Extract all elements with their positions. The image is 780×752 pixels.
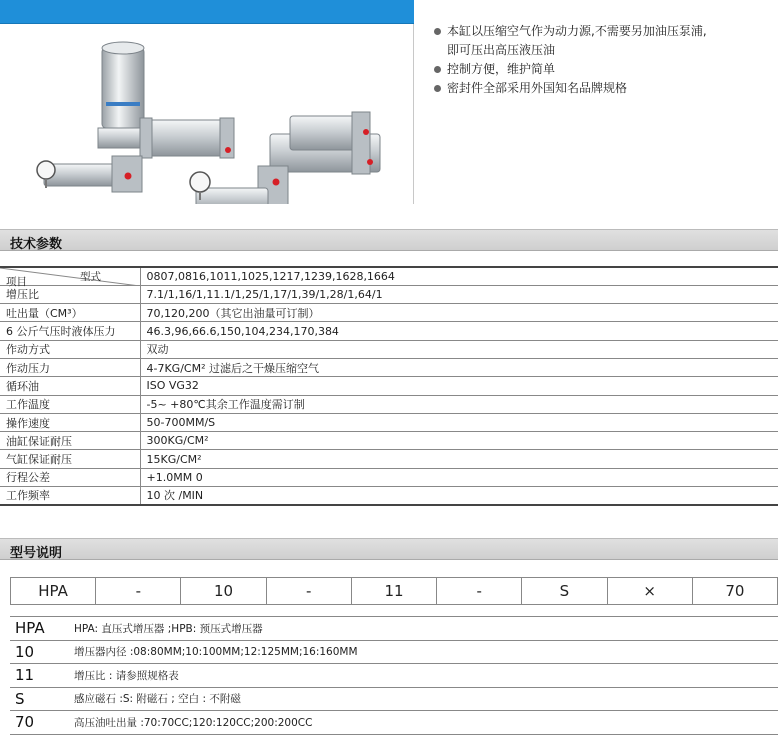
feature-text: 本缸以压缩空气作为动力源,不需要另加油压泵浦, (447, 24, 707, 38)
spec-value: 46.3,96,66.6,150,104,234,170,384 (140, 322, 778, 340)
spec-label: 操作速度 (0, 413, 140, 431)
description-text: 增压器内径 :08:80MM;10:100MM;12:125MM;16:160MM (74, 646, 358, 659)
spec-row (0, 487, 778, 505)
spec-value: 70,120,200（其它出油量可订制） (140, 304, 778, 322)
model-code-separator: × (608, 578, 693, 604)
feature-item (434, 60, 774, 78)
model-section-header (0, 538, 778, 560)
spec-row (0, 413, 778, 431)
spec-value: 4-7KG/CM² 过滤后之干燥压缩空气 (140, 358, 778, 376)
description-key: 70 (15, 713, 35, 732)
spec-value: ISO VG32 (140, 377, 778, 395)
spec-row (0, 285, 778, 303)
spec-value: 300KG/CM² (140, 432, 778, 450)
model-code-cell: 10 (181, 578, 266, 604)
spec-label: 工作频率 (0, 487, 140, 505)
spec-value: 双动 (140, 340, 778, 358)
spec-value: 50-700MM/S (140, 413, 778, 431)
description-text: 高压油吐出量 :70:70CC;120:120CC;200:200CC (74, 716, 313, 729)
spec-header-value: 0807,0816,1011,1025,1217,1239,1628,1664 (140, 267, 778, 285)
spec-value: +1.0MM 0 (140, 468, 778, 486)
model-description-row (10, 688, 778, 712)
model-code-cell: HPA (11, 578, 96, 604)
description-key: 11 (15, 666, 35, 685)
feature-text: 密封件全部采用外国知名品牌规格 (447, 81, 628, 95)
model-code-cell: 70 (725, 582, 745, 600)
spec-header-row (0, 267, 778, 285)
corner-label-type: 型式 (80, 271, 101, 283)
spec-label: 吐出量（CM³） (0, 304, 140, 322)
spec-value: 10 次 /MIN (140, 487, 778, 505)
feature-item-continuation (434, 41, 774, 59)
spec-label: 作动压力 (0, 358, 140, 376)
model-description-row (10, 664, 778, 688)
spec-row (0, 377, 778, 395)
description-key: 10 (15, 642, 35, 661)
model-description-list (10, 616, 778, 735)
spec-label: 循环油 (0, 377, 140, 395)
bullet-icon (434, 28, 441, 35)
description-text: 感应磁石 :S: 附磁石 ; 空白 : 不附磁 (74, 693, 241, 706)
spec-row (0, 304, 778, 322)
spec-row (0, 322, 778, 340)
spec-value: 7.1/1,16/1,11.1/1,25/1,17/1,39/1,28/1,64/1 (140, 285, 778, 303)
spec-label: 作动方式 (0, 340, 140, 358)
corner-label-item: 项目 (6, 276, 27, 288)
spec-section-header (0, 229, 778, 251)
spec-label: 油缸保证耐压 (0, 432, 140, 450)
model-description-row (10, 617, 778, 641)
section-title: 技术参数 (10, 237, 63, 252)
model-code-separator: - (267, 578, 352, 604)
model-code-separator: - (437, 578, 522, 604)
product-photo (0, 24, 414, 204)
feature-item (434, 79, 774, 97)
spec-row (0, 340, 778, 358)
spec-label: 行程公差 (0, 468, 140, 486)
spec-value: -5~ +80℃其余工作温度需订制 (140, 395, 778, 413)
model-code-cell: S (522, 578, 607, 604)
model-code-row (10, 577, 778, 605)
spec-row (0, 468, 778, 486)
spec-label: 增压比 (0, 285, 140, 303)
feature-text: 即可压出高压液压油 (447, 43, 556, 57)
spec-label: 6 公斤气压时液体压力 (0, 322, 140, 340)
spec-label: 气缸保证耐压 (0, 450, 140, 468)
bullet-icon (434, 66, 441, 73)
spec-table (0, 266, 778, 506)
spec-row (0, 432, 778, 450)
description-key: S (15, 689, 25, 708)
spec-row (0, 450, 778, 468)
spec-row (0, 395, 778, 413)
description-text: 增压比 : 请参照规格表 (74, 669, 179, 682)
spec-row (0, 358, 778, 376)
bullet-icon (434, 85, 441, 92)
description-text: HPA: 直压式增压器 ;HPB: 预压式增压器 (74, 622, 263, 635)
spec-value: 15KG/CM² (140, 450, 778, 468)
spec-header-corner (0, 267, 140, 288)
spec-label: 工作温度 (0, 395, 140, 413)
feature-list (434, 22, 774, 98)
model-description-row (10, 711, 778, 735)
feature-item (434, 22, 774, 40)
header-accent-bar (0, 0, 414, 24)
description-key: HPA (15, 619, 45, 638)
model-code-cell: 11 (352, 578, 437, 604)
feature-text: 控制方便，维护简单 (447, 62, 556, 76)
model-description-row (10, 641, 778, 665)
section-title: 型号说明 (10, 546, 63, 561)
model-code-separator: - (96, 578, 181, 604)
